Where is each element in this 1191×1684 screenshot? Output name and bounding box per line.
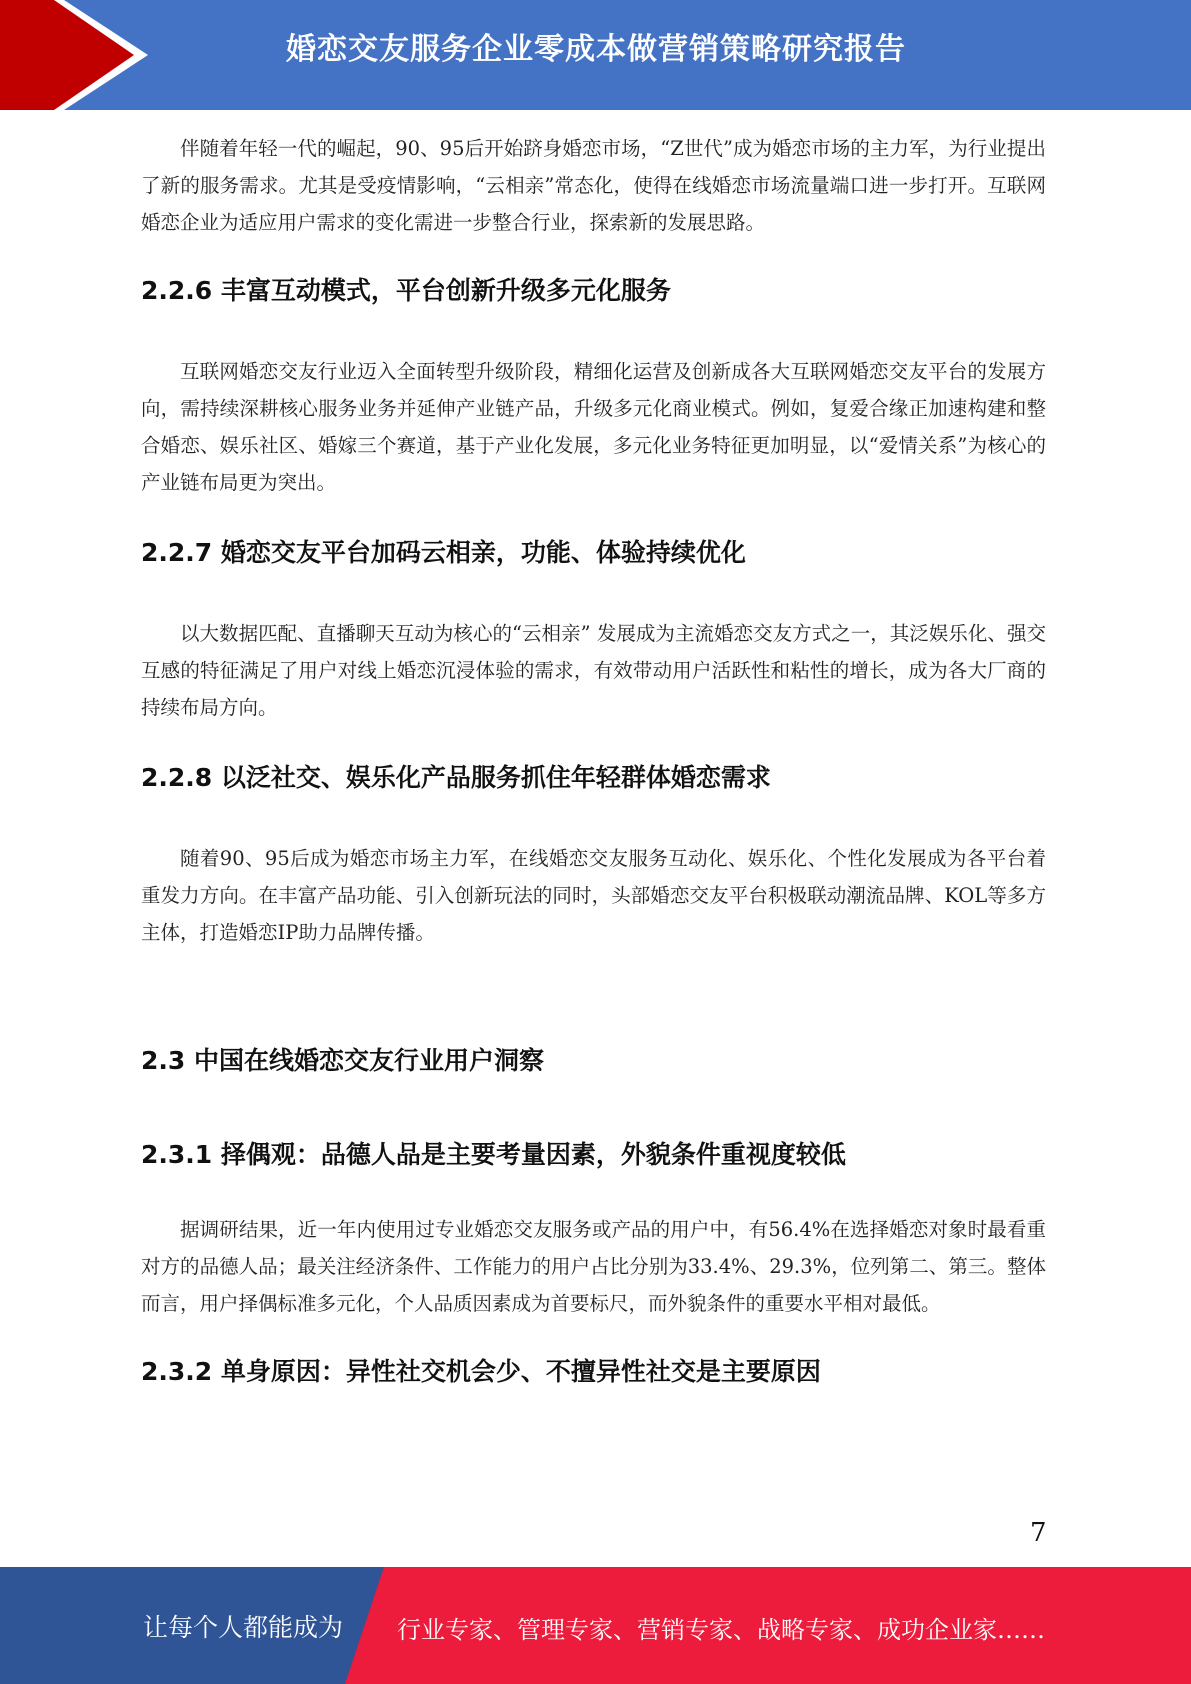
section-heading-2-3-2: 2.3.2 单身原因：异性社交机会少、不擅异性社交是主要原因 — [141, 1357, 821, 1386]
section-body-2-3-1: 据调研结果，近一年内使用过专业婚恋交友服务或产品的用户中，有56.4%在选择婚恋对象时最看重对方的品德人品；最关注经济条件、工作能力的用户占比分别为33.4%、29.3%，位列第二、第三。整体而言，用户择偶标准多元化，个人品质因素成为首要标尺，而外貌条件的重要水平相对最低。 — [141, 1218, 1046, 1315]
footer-slogan-right: 行业专家、管理专家、营销专家、战略专家、成功企业家…… — [397, 1616, 1045, 1644]
page-number: 7 — [1030, 1518, 1047, 1548]
header-title: 婚恋交友服务企业零成本做营销策略研究报告 — [286, 32, 906, 67]
page-header — [0, 0, 1191, 110]
section-heading-2-3-1: 2.3.1 择偶观：品德人品是主要考量因素，外貌条件重视度较低 — [141, 1140, 846, 1169]
section-body-2-2-7: 以大数据匹配、直播聊天互动为核心的“云相亲” 发展成为主流婚恋交友方式之一，其泛娱乐化、强交互感的特征满足了用户对线上婚恋沉浸体验的需求，有效带动用户活跃性和粘性的增长，成为各大厂商的持续布局方向。 — [141, 622, 1046, 719]
footer-slogan-left: 让每个人都能成为 — [143, 1613, 344, 1642]
document-body — [141, 130, 1046, 1388]
section-heading-2-3: 2.3 中国在线婚恋交友行业用户洞察 — [141, 1046, 544, 1075]
section-heading-2-2-8: 2.2.8 以泛社交、娱乐化产品服务抓住年轻群体婚恋需求 — [141, 763, 771, 792]
section-body-2-2-8: 随着90、95后成为婚恋市场主力军，在线婚恋交友服务互动化、娱乐化、个性化发展成为各平台着重发力方向。在丰富产品功能、引入创新玩法的同时，头部婚恋交友平台积极联动潮流品牌、KOL等多方主体，打造婚恋IP助力品牌传播。 — [141, 847, 1046, 944]
section-heading-2-2-6: 2.2.6 丰富互动模式，平台创新升级多元化服务 — [141, 276, 671, 305]
section-body-2-2-6: 互联网婚恋交友行业迈入全面转型升级阶段，精细化运营及创新成各大互联网婚恋交友平台的发展方向，需持续深耕核心服务业务并延伸产业链产品，升级多元化商业模式。例如，复爱合缘正加速构建和整合婚恋、娱乐社区、婚嫁三个赛道，基于产业化发展，多元化业务特征更加明显，以“爱情关系”为核心的产业链布局更为突出。 — [141, 360, 1046, 494]
section-heading-2-2-7: 2.2.7 婚恋交友平台加码云相亲，功能、体验持续优化 — [141, 538, 746, 567]
intro-paragraph: 伴随着年轻一代的崛起，90、95后开始跻身婚恋市场，“Z世代”成为婚恋市场的主力军，为行业提出了新的服务需求。尤其是受疫情影响，“云相亲”常态化，使得在线婚恋市场流量端口进一步打开。互联网婚恋企业为适应用户需求的变化需进一步整合行业，探索新的发展思路。 — [141, 137, 1046, 234]
